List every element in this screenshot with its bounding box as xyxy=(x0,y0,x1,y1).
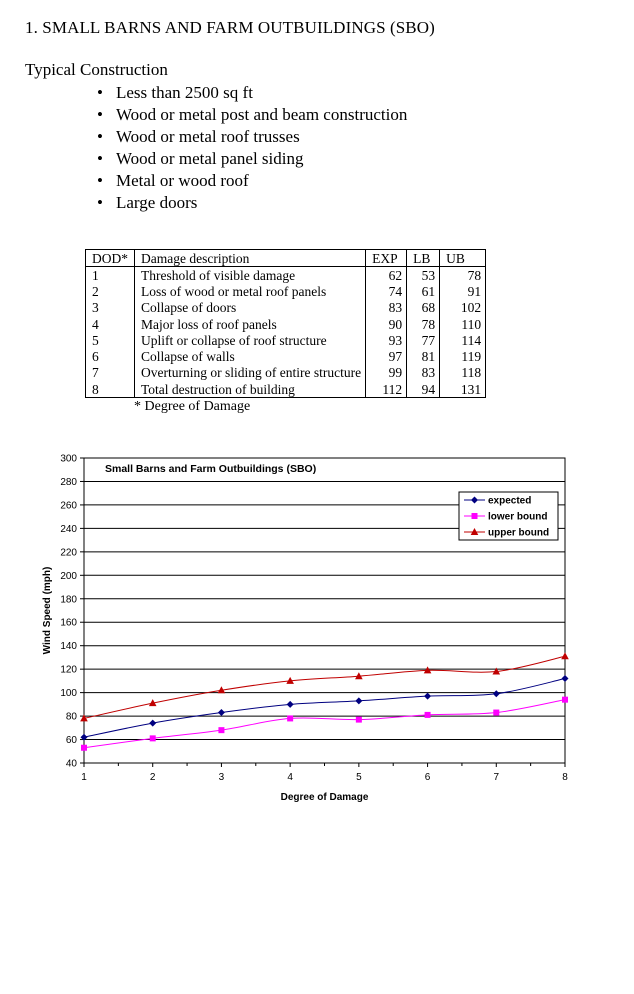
table-row xyxy=(86,381,486,398)
cell-lb: 94 xyxy=(407,381,440,398)
table-row xyxy=(86,332,486,348)
y-tick-label: 100 xyxy=(60,688,77,700)
cell-dod: 4 xyxy=(86,316,135,332)
cell-ub: 131 xyxy=(440,381,486,398)
data-point xyxy=(562,697,568,703)
list-item-text: Metal or wood roof xyxy=(116,171,249,190)
y-tick-label: 80 xyxy=(65,711,77,723)
bullet-icon: • xyxy=(97,83,103,102)
typical-construction-heading: Typical Construction xyxy=(25,60,168,79)
cell-dod: 7 xyxy=(86,365,135,381)
table-row xyxy=(86,316,486,332)
cell-description: Total destruction of building xyxy=(135,381,366,398)
list-item xyxy=(97,104,407,126)
x-tick-label: 7 xyxy=(493,772,500,783)
cell-dod: 5 xyxy=(86,332,135,348)
header-ub: UB xyxy=(440,250,486,267)
x-tick-label: 4 xyxy=(287,772,293,783)
cell-dod: 1 xyxy=(86,267,135,284)
cell-ub: 114 xyxy=(440,332,486,348)
y-tick-label: 120 xyxy=(60,664,77,676)
x-tick-label: 5 xyxy=(356,772,362,783)
degree-of-damage-table xyxy=(85,249,486,398)
construction-list xyxy=(97,82,407,214)
x-tick-label: 1 xyxy=(81,772,87,783)
list-item-text: Wood or metal panel siding xyxy=(116,149,304,168)
cell-description: Overturning or sliding of entire structure xyxy=(135,365,366,381)
list-item xyxy=(97,148,407,170)
cell-lb: 81 xyxy=(407,348,440,364)
y-tick-label: 260 xyxy=(60,500,77,512)
y-tick-label: 40 xyxy=(65,758,77,770)
data-point xyxy=(81,745,87,751)
cell-exp: 97 xyxy=(366,348,407,364)
cell-description: Collapse of walls xyxy=(135,348,366,364)
list-item-text: Wood or metal roof trusses xyxy=(116,127,300,146)
cell-description: Uplift or collapse of roof structure xyxy=(135,332,366,348)
bullet-icon: • xyxy=(97,193,103,212)
cell-ub: 119 xyxy=(440,348,486,364)
cell-lb: 83 xyxy=(407,365,440,381)
cell-exp: 83 xyxy=(366,300,407,316)
cell-lb: 78 xyxy=(407,316,440,332)
x-tick-label: 8 xyxy=(562,772,568,783)
bullet-icon: • xyxy=(97,105,103,124)
list-item-text: Wood or metal post and beam construction xyxy=(116,105,408,124)
table-row xyxy=(86,267,486,284)
y-tick-label: 200 xyxy=(60,570,77,582)
list-item xyxy=(97,192,407,214)
header-exp: EXP xyxy=(366,250,407,267)
data-point xyxy=(493,710,499,716)
cell-description: Threshold of visible damage xyxy=(135,267,366,284)
cell-description: Major loss of roof panels xyxy=(135,316,366,332)
legend-label: lower bound xyxy=(488,511,548,523)
table-row xyxy=(86,365,486,381)
cell-dod: 8 xyxy=(86,381,135,398)
cell-lb: 77 xyxy=(407,332,440,348)
legend-label: expected xyxy=(488,495,532,507)
chart-title: Small Barns and Farm Outbuildings (SBO) xyxy=(105,463,317,475)
bullet-icon: • xyxy=(97,149,103,168)
cell-exp: 93 xyxy=(366,332,407,348)
y-tick-label: 180 xyxy=(60,594,77,606)
data-point xyxy=(425,712,431,718)
y-tick-label: 140 xyxy=(60,641,77,653)
cell-ub: 102 xyxy=(440,300,486,316)
list-item xyxy=(97,82,407,104)
data-point xyxy=(356,717,362,723)
y-tick-label: 60 xyxy=(65,735,77,747)
list-item xyxy=(97,170,407,192)
legend-marker xyxy=(472,513,478,519)
table-row xyxy=(86,283,486,299)
document-title: 1. SMALL BARNS AND FARM OUTBUILDINGS (SBO) xyxy=(25,18,435,37)
cell-ub: 110 xyxy=(440,316,486,332)
list-item-text: Less than 2500 sq ft xyxy=(116,83,253,102)
header-lb: LB xyxy=(407,250,440,267)
list-item-text: Large doors xyxy=(116,193,198,212)
data-point xyxy=(287,715,293,721)
table-footnote: * Degree of Damage xyxy=(134,399,251,414)
cell-dod: 6 xyxy=(86,348,135,364)
x-tick-label: 3 xyxy=(218,772,225,783)
cell-description: Collapse of doors xyxy=(135,300,366,316)
cell-lb: 53 xyxy=(407,267,440,284)
cell-ub: 118 xyxy=(440,365,486,381)
cell-exp: 99 xyxy=(366,365,407,381)
cell-exp: 74 xyxy=(366,283,407,299)
y-tick-label: 220 xyxy=(60,547,77,559)
cell-exp: 62 xyxy=(366,267,407,284)
y-tick-label: 300 xyxy=(60,453,77,465)
table-row xyxy=(86,348,486,364)
cell-exp: 90 xyxy=(366,316,407,332)
cell-dod: 3 xyxy=(86,300,135,316)
list-item xyxy=(97,126,407,148)
data-point xyxy=(218,727,224,733)
table-header-row xyxy=(86,250,486,267)
y-axis-label: Wind Speed (mph) xyxy=(42,566,53,655)
cell-ub: 91 xyxy=(440,283,486,299)
x-tick-label: 6 xyxy=(424,772,431,783)
header-dod: DOD* xyxy=(86,250,135,267)
y-tick-label: 280 xyxy=(60,476,77,488)
wind-speed-chart xyxy=(0,446,634,816)
cell-dod: 2 xyxy=(86,283,135,299)
data-point xyxy=(150,735,156,741)
y-tick-label: 160 xyxy=(60,617,77,629)
cell-description: Loss of wood or metal roof panels xyxy=(135,283,366,299)
x-axis-label: Degree of Damage xyxy=(280,792,369,803)
bullet-icon: • xyxy=(97,127,103,146)
cell-lb: 61 xyxy=(407,283,440,299)
x-tick-label: 2 xyxy=(149,772,156,783)
table-row xyxy=(86,300,486,316)
legend-label: upper bound xyxy=(488,527,550,539)
header-description: Damage description xyxy=(135,250,366,267)
cell-ub: 78 xyxy=(440,267,486,284)
bullet-icon: • xyxy=(97,171,103,190)
cell-lb: 68 xyxy=(407,300,440,316)
y-tick-label: 240 xyxy=(60,523,77,535)
cell-exp: 112 xyxy=(366,381,407,398)
